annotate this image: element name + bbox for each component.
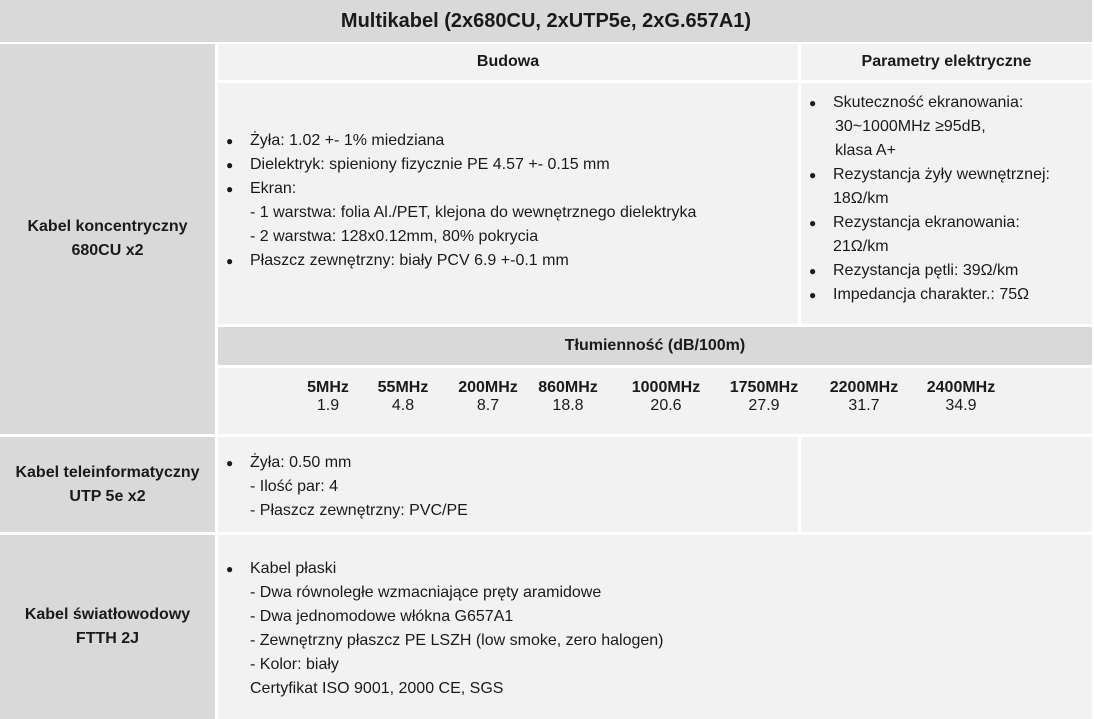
frequency-label: 1000MHz xyxy=(631,379,701,396)
row-label-fiber xyxy=(0,535,215,719)
attenuation-header: Tłumienność (dB/100m) xyxy=(218,327,1092,365)
bullet-item: ● Ekran: xyxy=(222,177,696,201)
row-label-line1: Kabel koncentryczny xyxy=(27,218,188,235)
list-item: - Płaszcz zewnętrzny: PVC/PE xyxy=(250,502,468,519)
attenuation-column xyxy=(518,379,618,415)
attenuation-column xyxy=(714,379,814,415)
fiber-cell xyxy=(218,535,1092,719)
row-label-line2: 680CU x2 xyxy=(71,242,144,259)
attenuation-value: 34.9 xyxy=(945,397,977,414)
frequency-label: 55MHz xyxy=(377,379,429,396)
row-label-line2: UTP 5e x2 xyxy=(69,487,146,505)
list-item: - Kolor: biały xyxy=(250,656,339,673)
list-item: - Ilość par: 4 xyxy=(250,478,339,495)
bullet-item: ● Impedancja charakter.: 75Ω xyxy=(805,283,1050,307)
list-item: klasa A+ xyxy=(835,142,896,159)
frequency-label: 2400MHz xyxy=(926,379,996,396)
list-item: - Dwa jednomodowe włókna G657A1 xyxy=(250,608,514,625)
params-cell xyxy=(801,83,1092,324)
list-item: 18Ω/km xyxy=(833,190,889,207)
attenuation-column xyxy=(911,379,1011,415)
list-item: - 2 warstwa: 128x0.12mm, 80% pokrycia xyxy=(250,228,539,245)
attenuation-column xyxy=(814,379,914,415)
budowa-header: Budowa xyxy=(218,44,798,80)
bullet-item: ● Płaszcz zewnętrzny: biały PCV 6.9 +-0.1 mm xyxy=(222,249,696,273)
bullet-item: ● Dielektryk: spieniony fizycznie PE 4.57 +- 0.15 mm xyxy=(222,153,696,177)
table-title: Multikabel (2x680CU, 2xUTP5e, 2xG.657A1) xyxy=(0,0,1092,42)
frequency-label: 1750MHz xyxy=(729,379,799,396)
attenuation-value: 31.7 xyxy=(848,397,880,414)
list-item: - Zewnętrzny płaszcz PE LSZH (low smoke, zero halogen) xyxy=(250,632,664,649)
list-item: Certyfikat ISO 9001, 2000 CE, SGS xyxy=(250,680,504,697)
params-header: Parametry elektryczne xyxy=(801,44,1092,80)
frequency-label: 200MHz xyxy=(458,379,518,396)
list-item: 21Ω/km xyxy=(833,238,889,255)
row-label-coaxial xyxy=(0,44,215,434)
budowa-list xyxy=(222,129,696,273)
attenuation-value: 18.8 xyxy=(552,397,584,414)
utp-params-cell xyxy=(801,437,1092,532)
frequency-label: 860MHz xyxy=(538,379,598,396)
bullet-item: ● Skuteczność ekranowania: xyxy=(805,91,1050,115)
frequency-label: 5MHz xyxy=(307,379,349,396)
fiber-list xyxy=(222,557,663,701)
bullet-item: ● Rezystancja ekranowania: xyxy=(805,211,1050,235)
row-label-line2: FTTH 2J xyxy=(75,630,140,647)
attenuation-cell xyxy=(218,368,1092,434)
frequency-label: 2200MHz xyxy=(829,379,899,396)
attenuation-value: 4.8 xyxy=(391,397,415,414)
budowa-cell xyxy=(218,83,798,324)
utp-list xyxy=(222,451,468,523)
params-list xyxy=(805,91,1050,307)
attenuation-value: 20.6 xyxy=(650,397,682,414)
row-label-utp xyxy=(0,437,215,532)
bullet-item: ● Żyła: 0.50 mm xyxy=(222,451,468,475)
list-item: 30~1000MHz ≥95dB, xyxy=(835,118,986,135)
row-label-line1: Kabel teleinformatyczny xyxy=(15,463,200,481)
attenuation-value: 27.9 xyxy=(748,397,780,414)
bullet-item: ● Rezystancja żyły wewnętrznej: xyxy=(805,163,1050,187)
attenuation-value: 1.9 xyxy=(316,397,340,414)
bullet-item: ● Żyła: 1.02 +- 1% miedziana xyxy=(222,129,696,153)
bullet-item: ● Kabel płaski xyxy=(222,557,663,581)
utp-cell xyxy=(218,437,798,532)
bullet-item: ● Rezystancja pętli: 39Ω/km xyxy=(805,259,1050,283)
attenuation-column xyxy=(616,379,716,415)
list-item: - Dwa równoległe wzmacniające pręty aramidowe xyxy=(250,584,602,601)
row-label-line1: Kabel światłowodowy xyxy=(24,606,191,623)
attenuation-value: 8.7 xyxy=(476,397,500,414)
list-item: - 1 warstwa: folia Al./PET, klejona do wewnętrznego dielektryka xyxy=(250,204,697,221)
